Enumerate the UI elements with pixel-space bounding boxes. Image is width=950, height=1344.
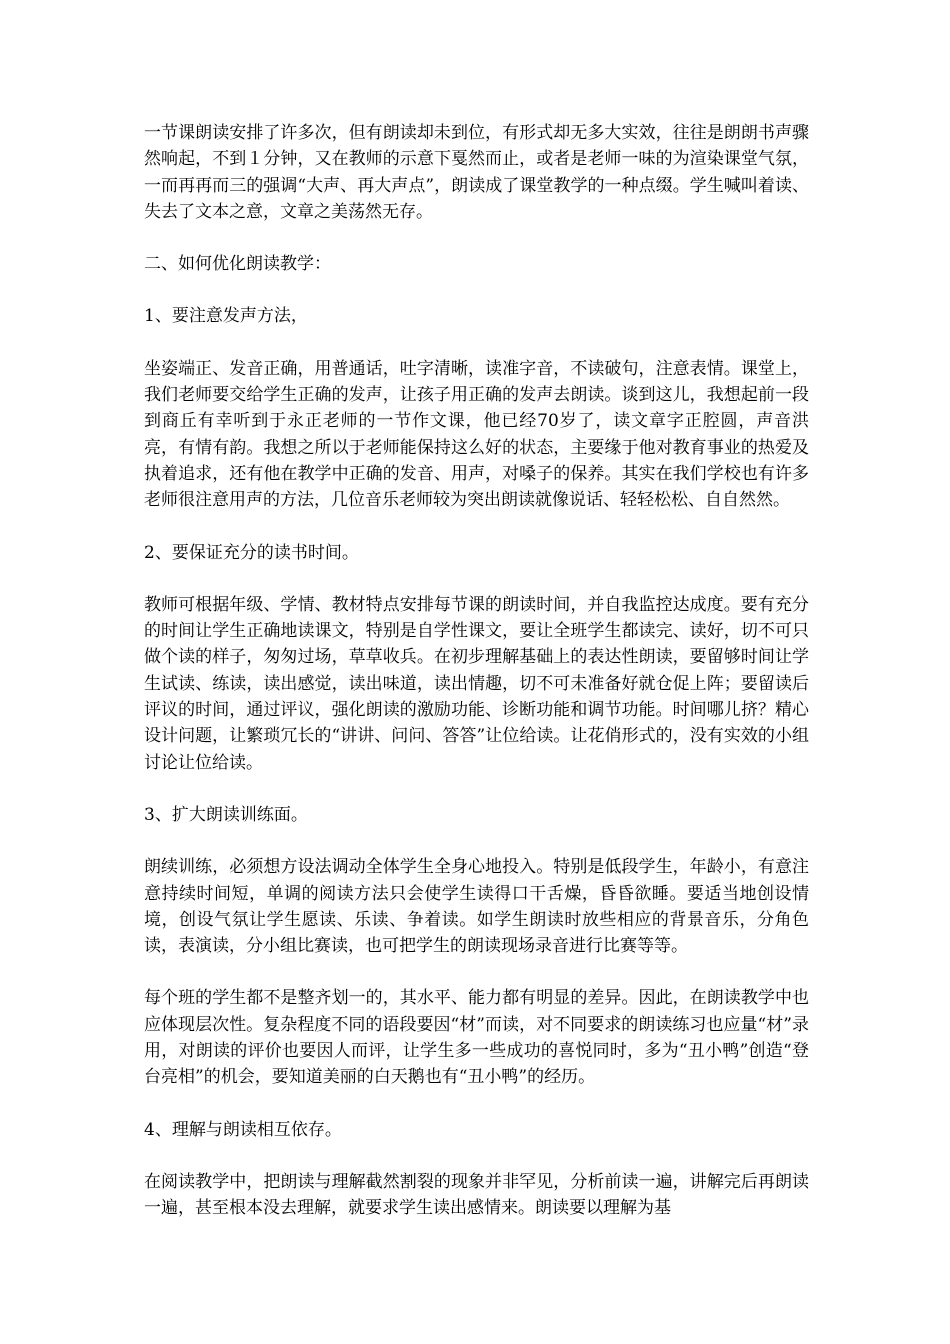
subheading-2: 2、要保证充分的读书时间。 <box>144 542 359 563</box>
paragraph-4: 在阅读教学中，把朗读与理解截然割裂的现象并非罕见，分析前读一遍，讲解完后再朗读一遍，甚至根本没去理解，就要求学生读出感情来。朗读要以理解为基 <box>144 1171 809 1219</box>
paragraph-3b: 每个班的学生都不是整齐划一的，其水平、能力都有明显的差异。因此，在朗读教学中也应体现层次性。复杂程度不同的语段要因“材”而读，对不同要求的朗读练习也应量“材”录用，对朗读的评价也要因人而评，让学生多一些成功的喜悦同时，多为“丑小鸭”创造“登台亮相”的机会，要知道美丽的白天鹅也有“丑小鸭”的经历。 <box>144 988 809 1088</box>
subheading-3: 3、扩大朗读训练面。 <box>144 804 308 825</box>
paragraph-2: 教师可根据年级、学情、教材特点安排每节课的朗读时间，并自我监控达成度。要有充分的时间让学生正确地读课文，特别是自学性课文，要让全班学生都读完、读好，切不可只做个读的样子，匆匆过场，草草收兵。在初步理解基础上的表达性朗读，要留够时间让学生试读、练读，读出感觉，读出味道，读出情趣，切不可未准备好就仓促上阵；要留读后评议的时间，通过评议，强化朗读的激励功能、诊断功能和调节功能。时间哪儿挤？精心设计问题，让繁琐冗长的“讲讲、问问、答答”让位给读。让花俏形式的，没有实效的小组讨论让位给读。 <box>144 594 809 773</box>
subheading-1: 1、要注意发声方法， <box>144 306 308 327</box>
document-page <box>144 120 809 1222</box>
paragraph-intro: 一节课朗读安排了许多次，但有朗读却未到位，有形式却无多大实效，往往是朗朗书声骤然响起，不到１分钟，又在教师的示意下戛然而止，或者是老师一味的为渲染课堂气氛，一而再再而三的强调“大声、再大声点”，朗读成了课堂教学的一种点缀。学生喊叫着读、失去了文本之意，文章之美荡然无存。 <box>144 123 809 222</box>
paragraph-3a: 朗续训练，必须想方设法调动全体学生全身心地投入。特别是低段学生，年龄小，有意注意持续时间短，单调的阅读方法只会使学生读得口干舌燥，昏昏欲睡。要适当地创设情境，创设气氛让学生愿读、乐读、争着读。如学生朗读时放些相应的背景音乐，分角色读，表演读，分小组比赛读，也可把学生的朗读现场录音进行比赛等等。 <box>144 857 809 957</box>
subheading-4: 4、理解与朗读相互依存。 <box>144 1119 342 1140</box>
paragraph-1: 坐姿端正、发音正确，用普通话，吐字清晰，读准字音，不读破句，注意表情。课堂上，我们老师要交给学生正确的发声，让孩子用正确的发声去朗读。谈到这儿，我想起前一段到商丘有幸听到于永正老师的一节作文课，他已经70岁了，读文章字正腔圆，声音洪亮，有情有韵。我想之所以于老师能保持这么好的状态，主要缘于他对教育事业的热爱及执着追求，还有他在教学中正确的发音、用声，对嗓子的保养。其实在我们学校也有许多老师很注意用声的方法，几位音乐老师较为突出朗读就像说话、轻轻松松、自自然然。 <box>144 358 809 511</box>
section-heading-optimize: 二、如何优化朗读教学： <box>144 254 331 275</box>
